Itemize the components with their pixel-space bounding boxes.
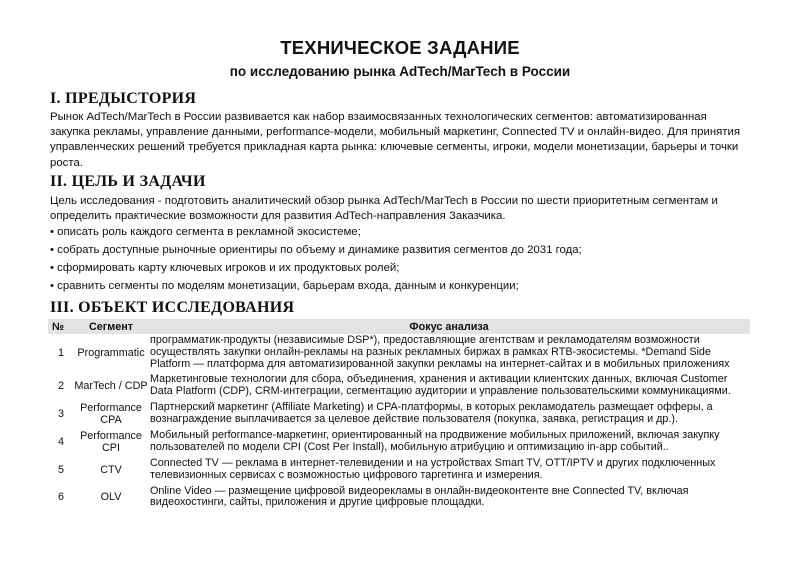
table-row	[48, 485, 750, 513]
list-item: • сравнить сегменты по моделям монетизации, барьерам входа, данным и конкуренции;	[50, 280, 519, 292]
list-item: • описать роль каждого сегмента в рекламной экосистеме;	[50, 226, 361, 238]
segment-name: OLV	[100, 491, 122, 504]
table-row	[48, 401, 750, 429]
list-item: • собрать доступные рыночные ориентиры по объему и динамике развития сегментов до 2031 года;	[50, 244, 582, 256]
row-number: 4	[57, 435, 64, 448]
background-paragraph: Рынок AdTech/MarTech в России развивается как набор взаимосвязанных технологических сегментов: автоматизированная закупка рекламы, управление данными, performance-модели, мобильный маркетинг, Connected TV и онлайн-видео. Для принятия управленческих решений требуется прикладная карта рынка: ключевые сегменты, игроки, модели монетизации, барьеры и точки роста.	[50, 111, 741, 169]
table-row	[48, 429, 750, 457]
segment-name: Programmatic	[77, 346, 145, 359]
row-number: 1	[57, 346, 64, 359]
segment-focus: Connected TV — реклама в интернет-телевидении и на устройствах Smart TV, OTT/IPTV и других подключенных телевизионных сервисах с возможностью цифрового таргетинга и измерения.	[150, 456, 716, 481]
document-title: ТЕХНИЧЕСКОЕ ЗАДАНИЕ	[280, 37, 520, 58]
row-number: 2	[57, 380, 64, 393]
segment-focus: Партнерский маркетинг (Affiliate Marketing) и CPA-платформы, в которых рекламодатель размещает офферы, а вознаграждение выплачивается за целевое действие пользователя (покупка, заявка, регистрация и др.).	[150, 401, 713, 425]
table-header-row	[48, 319, 750, 334]
segment-focus: Маркетинговые технологии для сбора, объединения, хранения и активации клиентских данных, включая Customer Data Platform (CDP), CRM-интеграции, сегментацию аудитории и управление пользовательскими коммуникациями.	[150, 373, 731, 398]
segment-name: Performance CPI	[80, 429, 142, 454]
segment-focus: Мобильный performance-маркетинг, ориентированный на продвижение мобильных приложений, включая закупку пользователей по модели CPI (Cost Per Install), мобильную атрибуцию и оптимизацию in-app событий..	[150, 429, 720, 453]
segment-name: Performance CPA	[80, 401, 142, 426]
section-heading-goals: II. ЦЕЛЬ И ЗАДАЧИ	[50, 173, 206, 190]
table-row	[48, 457, 750, 485]
segment-name: CTV	[100, 463, 122, 476]
goals-paragraph: Цель исследования - подготовить аналитический обзор рынка AdTech/MarTech в России по шести приоритетным сегментам и определить практические возможности для развития AdTech-направления Заказчика.	[50, 195, 718, 223]
segment-focus: Online Video — размещение цифровой видеорекламы в онлайн-видеоконтенте вне Connected TV, включая видеохостинги, сайты, приложения и другие цифровые площадки.	[150, 484, 689, 509]
row-number: 5	[57, 463, 64, 476]
row-number: 3	[57, 407, 64, 420]
table-row	[48, 334, 750, 373]
segment-focus: программатик-продукты (независимые DSP*), предоставляющие агентствам и рекламодателям возможности осуществлять закупки онлайн-рекламы на разных рекламных биржах в рамках RTB-экосистемы. *Demand Side Platform — платформа для автоматизированной закупки рекламы на интернет-сайтах и в мобильных приложениях	[150, 334, 730, 370]
goals-task-list	[50, 225, 750, 297]
row-number: 6	[57, 491, 64, 504]
column-header-segment: Сегмент	[74, 319, 148, 334]
segments-table	[48, 319, 750, 512]
list-item: • сформировать карту ключевых игроков и их продуктовых ролей;	[50, 262, 400, 274]
section-heading-background: I. ПРЕДЫСТОРИЯ	[50, 90, 197, 107]
segment-name: MarTech / CDP	[74, 380, 148, 393]
section-heading-object: III. ОБЪЕКТ ИССЛЕДОВАНИЯ	[50, 299, 295, 316]
column-header-number: №	[48, 319, 74, 334]
column-header-focus: Фокус анализа	[148, 319, 750, 334]
table-row	[48, 373, 750, 401]
document-subtitle: по исследованию рынка AdTech/MarTech в России	[229, 64, 571, 79]
